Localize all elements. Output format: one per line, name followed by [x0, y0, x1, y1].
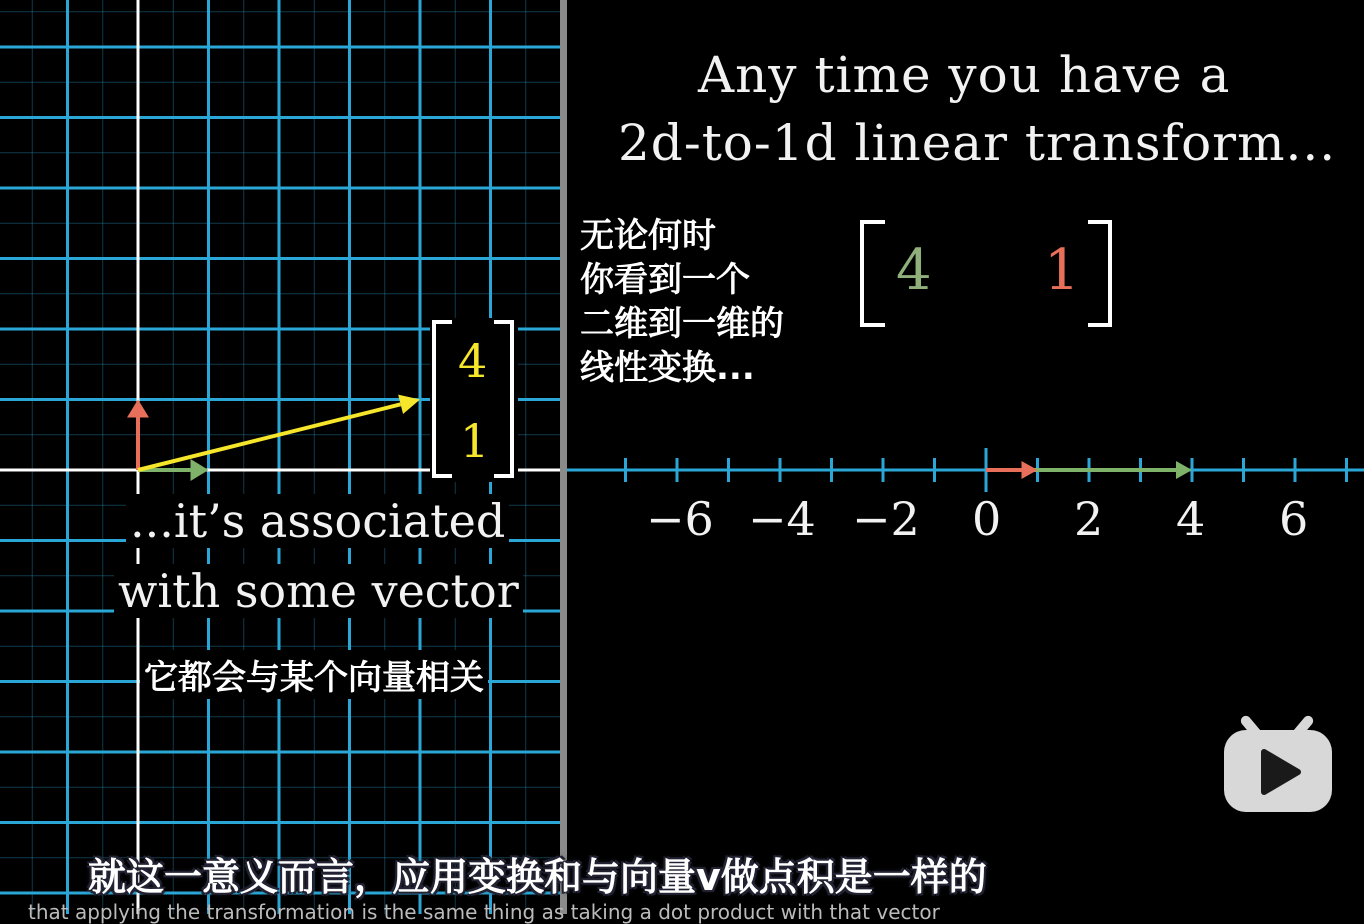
play-button[interactable] [1222, 708, 1334, 814]
yellow-vector-arrowhead [398, 395, 420, 414]
number-line-red-arrowhead [1022, 461, 1038, 479]
left-caption-line-1: ...it’s associated [126, 494, 509, 548]
chinese-note-line-4: 线性变换... [580, 348, 755, 388]
number-line-label: 6 [1279, 492, 1309, 546]
chinese-note-line-3: 二维到一维的 [580, 304, 784, 344]
number-line-label: −6 [646, 492, 714, 546]
number-line-label: 0 [972, 492, 1002, 546]
left-caption-line-2: with some vector [114, 564, 523, 618]
subtitle-chinese: 就这一意义而言，应用变换和与向量v做点积是一样的 [88, 855, 987, 899]
chinese-note-line-1: 无论何时 [580, 216, 716, 256]
column-vector-entry-1: 4 [458, 334, 488, 388]
number-line-label: 4 [1176, 492, 1206, 546]
title-line-1: Any time you have a [698, 46, 1231, 104]
number-line-label: −4 [748, 492, 816, 546]
basis-vector-i-arrowhead [191, 459, 209, 481]
left-caption-chinese: 它都会与某个向量相关 [140, 650, 488, 699]
basis-vector-j-arrowhead [127, 400, 149, 418]
number-line-label: −2 [852, 492, 920, 546]
title-line-2: 2d-to-1d linear transform... [618, 114, 1337, 172]
row-matrix-left-bracket [862, 222, 885, 325]
number-line-green-arrowhead [1176, 461, 1192, 479]
column-vector-entry-2: 1 [460, 414, 490, 468]
number-line-label: 2 [1074, 492, 1104, 546]
chinese-note-line-2: 你看到一个 [580, 260, 750, 300]
row-matrix-right-bracket [1088, 222, 1110, 325]
number-line [567, 448, 1364, 492]
vectors-group [127, 395, 420, 481]
subtitle-english: that applying the transformation is the same thing as taking a dot product with that vector [28, 900, 940, 924]
panel-divider [560, 0, 567, 914]
yellow-vector [138, 404, 401, 470]
row-matrix-entry-1: 4 [896, 238, 932, 303]
row-matrix-entry-2: 1 [1044, 238, 1080, 303]
play-icon [1222, 708, 1334, 814]
